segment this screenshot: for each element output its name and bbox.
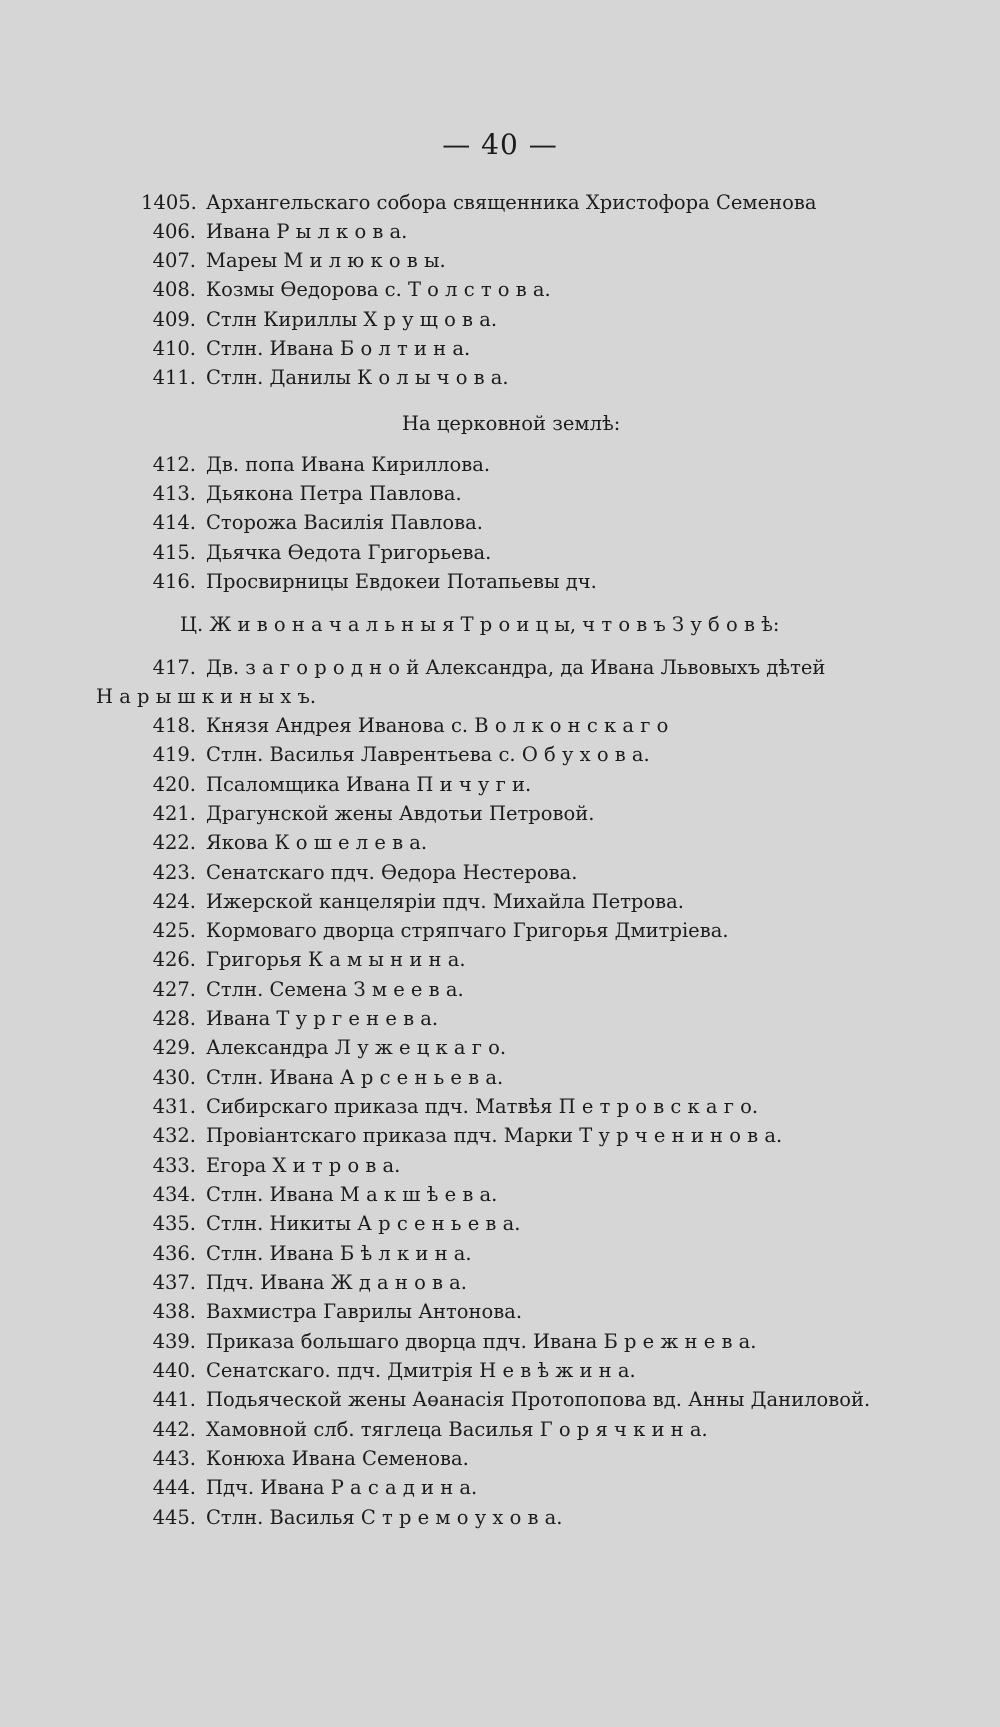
entry-432: 432. Провіантскаго приказа пдч. Марки Т у р ч е н и н о в а.: [152, 1124, 783, 1147]
entry-text: Стлн. Ивана М а к ш ѣ е в а.: [206, 1183, 498, 1206]
entry-442: 442. Хамовной слб. тяглеца Василья Г о р я ч к и н а.: [152, 1418, 708, 1441]
entry-text: Стлн Кириллы Х р у щ о в а.: [206, 308, 498, 331]
entry-439: 439. Приказа большаго дворца пдч. Ивана Б р е ж н е в а.: [152, 1330, 757, 1353]
entry-text: Егора Х и т р о в а.: [206, 1154, 401, 1177]
entry-text: Псаломщика Ивана П и ч у г и.: [206, 773, 532, 796]
entry-text: Стлн. Семена З м е е в а.: [206, 978, 464, 1001]
entry-text: Конюха Ивана Семенова.: [206, 1447, 469, 1470]
entry-406: 406. Ивана Р ы л к о в а.: [152, 220, 408, 243]
entry-416: 416. Просвирницы Евдокеи Потапьевы дч.: [152, 570, 597, 593]
entry-421: 421. Драгунской жены Авдотьи Петровой.: [152, 802, 595, 825]
entry-429: 429. Александра Л у ж е ц к а г о.: [152, 1036, 507, 1059]
entry-text: Князя Андрея Иванова с. В о л к о н с к а г о: [206, 714, 669, 737]
entry-text: Пдч. Ивана Ж д а н о в а.: [206, 1271, 468, 1294]
entry-text: Стлн. Ивана Б о л т и н а.: [206, 337, 471, 360]
entry-433: 433. Егора Х и т р о в а.: [152, 1154, 401, 1177]
entry-text: Сторожа Василія Павлова.: [206, 511, 483, 534]
entry-407: 407. Мареы М и л ю к о в ы.: [152, 249, 446, 272]
entry-424: 424. Ижерской канцеляріи пдч. Михайла Петрова.: [152, 890, 684, 913]
entry-426: 426. Григорья К а м ы н и н а.: [152, 948, 466, 971]
entry-text: Сенатскаго. пдч. Дмитрія Н е в ѣ ж и н а.: [206, 1359, 636, 1382]
entry-text: Сибирскаго приказа пдч. Матвѣя П е т р о в с к а г о.: [206, 1095, 759, 1118]
entry-text: Пдч. Ивана Р а с а д и н а.: [206, 1476, 478, 1499]
entry-434: 434. Стлн. Ивана М а к ш ѣ е в а.: [152, 1183, 498, 1206]
entry-414: 414. Сторожа Василія Павлова.: [152, 511, 483, 534]
entry-443: 443. Конюха Ивана Семенова.: [152, 1447, 469, 1470]
entry-413: 413. Дьякона Петра Павлова.: [152, 482, 462, 505]
entry-430: 430. Стлн. Ивана А р с е н ь е в а.: [152, 1066, 504, 1089]
entry-text: Кормоваго дворца стряпчаго Григорья Дмитріева.: [206, 919, 729, 942]
entry-431: 431. Сибирскаго приказа пдч. Матвѣя П е т р о в с к а г о.: [152, 1095, 759, 1118]
entry-419: 419. Стлн. Василья Лаврентьева с. О б у х о в а.: [152, 743, 650, 766]
entry-text: Стлн. Ивана Б ѣ л к и н а.: [206, 1242, 472, 1265]
entry-text: Архангельскаго собора священника Христофора Семенова: [206, 191, 817, 214]
entry-text: Мареы М и л ю к о в ы.: [206, 249, 446, 272]
entry-425: 425. Кормоваго дворца стряпчаго Григорья Дмитріева.: [152, 919, 729, 942]
entry-408: 408. Козмы Өедорова с. Т о л с т о в а.: [152, 278, 551, 301]
entry-428: 428. Ивана Т у р г е н е в а.: [152, 1007, 439, 1030]
entry-text: Вахмистра Гаврилы Антонова.: [206, 1300, 523, 1323]
entry-435: 435. Стлн. Никиты А р с е н ь е в а.: [152, 1212, 521, 1235]
entry-420: 420. Псаломщика Ивана П и ч у г и.: [152, 773, 532, 796]
entry-text: Приказа большаго дворца пдч. Ивана Б р е ж н е в а.: [206, 1330, 757, 1353]
entry-text: Якова К о ш е л е в а.: [206, 831, 428, 854]
entry-text: Стлн. Данилы К о л ы ч о в а.: [206, 366, 509, 389]
entry-1405: 1405. Архангельскаго собора священника Христофора Семенова: [141, 191, 817, 214]
entry-text: Подьяческой жены Аөанасія Протопопова вд. Анны Даниловой.: [206, 1388, 871, 1411]
entry-438: 438. Вахмистра Гаврилы Антонова.: [152, 1300, 523, 1323]
entry-440: 440. Сенатскаго. пдч. Дмитрія Н е в ѣ ж и н а.: [152, 1359, 636, 1382]
entry-436: 436. Стлн. Ивана Б ѣ л к и н а.: [152, 1242, 472, 1265]
entry-text: Козмы Өедорова с. Т о л с т о в а.: [206, 278, 551, 301]
entry-text: Стлн. Никиты А р с е н ь е в а.: [206, 1212, 521, 1235]
entry-423: 423. Сенатскаго пдч. Өедора Нестерова.: [152, 861, 578, 884]
entry-text: Ивана Т у р г е н е в а.: [206, 1007, 439, 1030]
entry-text: Стлн. Василья С т р е м о у х о в а.: [206, 1506, 563, 1529]
entry-text: Дв. попа Ивана Кириллова.: [206, 453, 491, 476]
entry-417: 417. Дв. з а г о р о д н о й Александра, да Ивана Львовыхъ дѣтей: [152, 656, 826, 679]
page-number: — 40 —: [442, 128, 558, 161]
entry-text: Александра Л у ж е ц к а г о.: [206, 1036, 507, 1059]
entry-427: 427. Стлн. Семена З м е е в а.: [152, 978, 464, 1001]
entry-text: Стлн. Ивана А р с е н ь е в а.: [206, 1066, 504, 1089]
entry-445: 445. Стлн. Василья С т р е м о у х о в а.: [152, 1506, 563, 1529]
entry-417-continuation: Н а р ы ш к и н ы х ъ.: [96, 685, 317, 708]
entry-text: Дьячка Өедота Григорьева.: [206, 541, 492, 564]
entry-410: 410. Стлн. Ивана Б о л т и н а.: [152, 337, 471, 360]
entry-text: Драгунской жены Авдотьи Петровой.: [206, 802, 595, 825]
entry-text: Провіантскаго приказа пдч. Марки Т у р ч е н и н о в а.: [206, 1124, 783, 1147]
entry-text: Хамовной слб. тяглеца Василья Г о р я ч к и н а.: [206, 1418, 708, 1441]
entry-text: Просвирницы Евдокеи Потапьевы дч.: [206, 570, 597, 593]
entry-text: Дьякона Петра Павлова.: [206, 482, 462, 505]
entry-text: Сенатскаго пдч. Өедора Нестерова.: [206, 861, 578, 884]
entry-text: Дв. з а г о р о д н о й Александра, да Ивана Львовыхъ дѣтей: [206, 656, 826, 679]
entry-444: 444. Пдч. Ивана Р а с а д и н а.: [152, 1476, 478, 1499]
section-heading-church: Ц. Ж и в о н а ч а л ь н ы я Т р о и ц ы, ч т о в ъ З у б о в ѣ:: [180, 613, 780, 636]
entry-text: Григорья К а м ы н и н а.: [206, 948, 466, 971]
entry-409: 409. Стлн Кириллы Х р у щ о в а.: [152, 308, 498, 331]
entry-437: 437. Пдч. Ивана Ж д а н о в а.: [152, 1271, 468, 1294]
entry-422: 422. Якова К о ш е л е в а.: [152, 831, 428, 854]
entry-text: Ижерской канцеляріи пдч. Михайла Петрова.: [206, 890, 684, 913]
entry-418: 418. Князя Андрея Иванова с. В о л к о н с к а г о: [152, 714, 669, 737]
entry-415: 415. Дьячка Өедота Григорьева.: [152, 541, 492, 564]
entry-411: 411. Стлн. Данилы К о л ы ч о в а.: [152, 366, 509, 389]
entry-412: 412. Дв. попа Ивана Кириллова.: [152, 453, 491, 476]
entry-text: Стлн. Василья Лаврентьева с. О б у х о в а.: [206, 743, 650, 766]
entry-text: Ивана Р ы л к о в а.: [206, 220, 408, 243]
entry-441: 441. Подьяческой жены Аөанасія Протопопова вд. Анны Даниловой.: [152, 1388, 871, 1411]
section-heading-church-land: На церковной землѣ:: [402, 412, 621, 435]
